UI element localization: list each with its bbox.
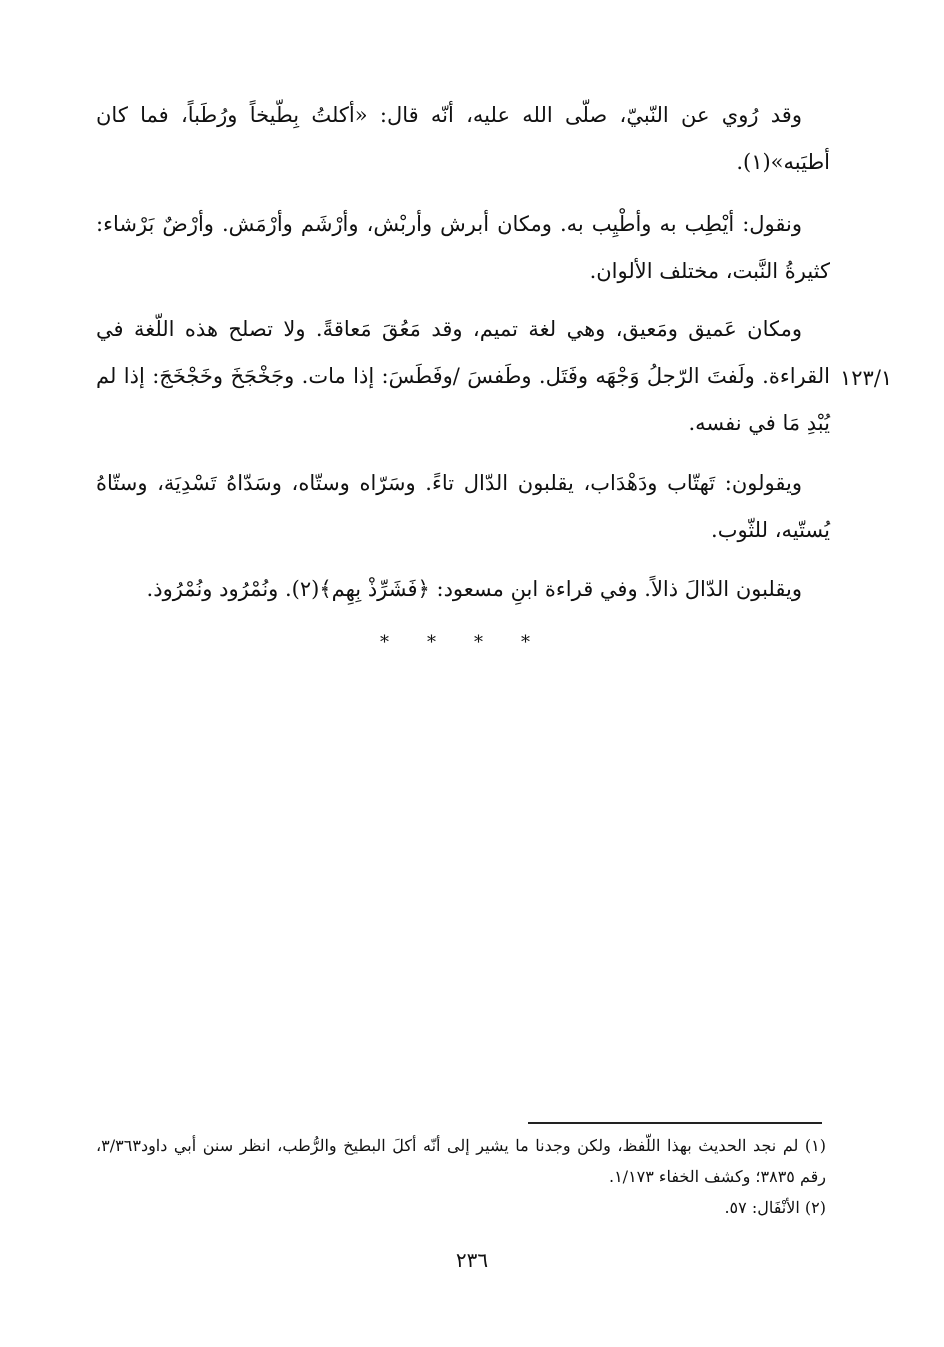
page-number: ٢٣٦: [455, 1248, 489, 1272]
section-ornament: [380, 632, 530, 653]
ornament-star: *: [427, 632, 436, 653]
margin-reference: ١٢٣/١: [840, 366, 893, 390]
ornament-star: *: [380, 632, 389, 653]
footnotes: [96, 1130, 826, 1223]
paragraph-2: ونقول: أيْطِب به وأطْيِب به. ومكان أبرش وأربْش، وأرْشَم وأرْمَش. وأرْضٌ بَرْشاء: كثيرةُ النَّبت، مختلف الألوان.: [96, 212, 830, 283]
paragraph-3: ومكان عَميق ومَعيق، وهي لغة تميم، وقد مَعُقَ مَعاقةً. ولا تصلح هذه اللّغة في القراءة. ولَفتَ الرّجلُ وَجْهَه وفَتَل. وطَفسَ /وفَطَسَ: إذا مات. وجَخْجَخَ وخَجْخَجَ: إذا لم يُبْدِ مَا في نفسه.: [96, 317, 830, 435]
footnote-1: (١) لم نجد الحديث بهذا اللّفظ، ولكن وجدنا ما يشير إلى أنّه أكلَ البطيخ والرُّطب، انظر سنن أبي داود٣/٣٦٣، رقم ٣٨٣٥؛ وكشف الخفاء ١/١٧٣.: [96, 1136, 827, 1186]
paragraph-5: ويقلبون الدّالَ ذالاً. وفي قراءة ابنِ مسعود: ﴿فَشَرِّذْ بِهِم﴾(٢). ونُمْرُود ونُمْرُوذ.: [146, 577, 802, 601]
ornament-star: *: [521, 632, 530, 653]
paragraph-1: وقد رُوي عن النّبيّ، صلّى الله عليه، أنّه قال: «أكلتُ بِطّيخاً ورُطَباً، فما كان أطيَبه»(١).: [96, 103, 830, 174]
ornament-star: *: [474, 632, 483, 653]
footnote-2: (٢) الأنْفَال: ٥٧.: [724, 1198, 826, 1217]
footnote-divider: [528, 1122, 822, 1124]
paragraph-4: ويقولون: تَهتّاب ودَهْدَاب، يقلبون الدّال تاءً. وسَرّاه وستّاه، وسَدّاهُ تَسْدِيَة، وستّاهُ يُستّيه، للثّوب.: [96, 471, 830, 542]
